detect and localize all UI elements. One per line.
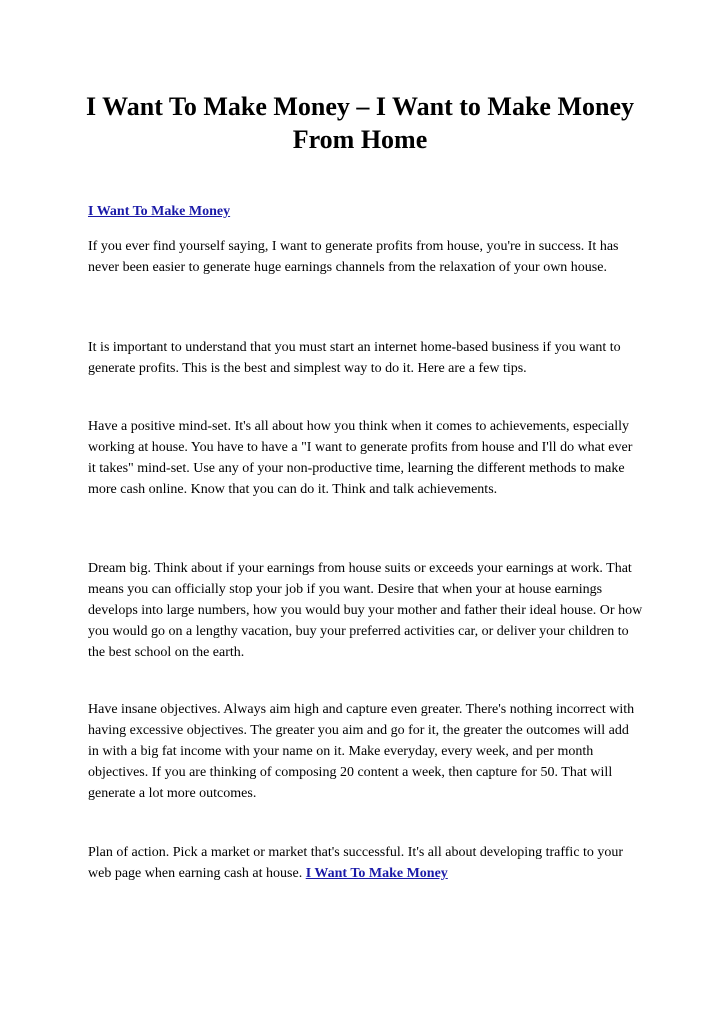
paragraph-5: Have insane objectives. Always aim high and capture even greater. There's nothing incorrect with having excessive objectives. The greater you aim and go for it, the greater the outcomes will add in with a big fat income with your name on it. Make everyday, every week, and per month objectives. If you are thinking of composing 20 content a week, then capture for 50. That will generate a lot more outcomes.	[88, 702, 635, 801]
paragraph-1: If you ever find yourself saying, I want to generate profits from house, you're in success. It has never been easier to generate huge earnings channels from the relaxation of your own house.	[88, 239, 619, 275]
bottom-link[interactable]: I Want To Make Money	[305, 866, 448, 881]
paragraph-6-text: Plan of action. Pick a market or market that's successful. It's all about developing traffic to your web page when earning cash at house.	[88, 845, 624, 881]
page-title: I Want To Make Money – I Want to Make Money From Home	[86, 92, 634, 154]
paragraph-3: Have a positive mind-set. It's all about how you think when it comes to achievements, especially working at house. You have to have a "I want to generate profits from house and I'll do what ever it takes" mind-set. Use any of your non-productive time, learning the different methods to make more cash online. Know that you can do it. Think and talk achievements.	[88, 419, 633, 497]
paragraph-6	[88, 842, 643, 884]
paragraph-2: It is important to understand that you must start an internet home-based business if you want to generate profits. This is the best and simplest way to do it. Here are a few tips.	[88, 340, 621, 376]
top-link[interactable]: I Want To Make Money	[88, 204, 231, 219]
paragraph-4: Dream big. Think about if your earnings from house suits or exceeds your earnings at work. That means you can officially stop your job if you want. Desire that when your at house earnings develops into large numbers, how you would buy your mother and father their ideal house. Or how you would go on a lengthy vacation, buy your preferred activities car, or deliver your children to the best school on the earth.	[88, 561, 643, 660]
